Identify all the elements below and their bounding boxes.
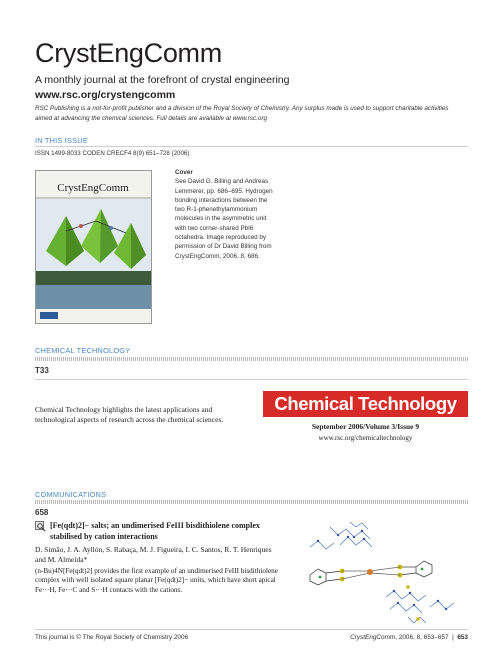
cover-label: Cover xyxy=(175,169,193,176)
chemtech-url[interactable]: www.rsc.org/chemicaltechnology xyxy=(318,434,413,442)
communications-page-ref[interactable]: 658 xyxy=(35,508,49,517)
communications-heading: COMMUNICATIONS xyxy=(35,490,107,499)
article-title[interactable]: [Fe(qdt)2]− salts; an undimerised FeIII bisdithiolene complex stabilised by cation interactions xyxy=(50,521,260,541)
chemtech-banner: Chemical Technology xyxy=(263,391,468,417)
journal-subtitle: A monthly journal at the forefront of crystal engineering xyxy=(35,74,290,86)
cover-text: See David G. Billing and Andreas Lemmerer, pp. 686–695. Hydrogen bonding interactions between the two R-1-phenethylammonium molecules in the asymmetric unit with two corner-shared PbI6 octahedra. Image reproduced by permission of Dr David Billing from CrystEngComm, 2006, 8, 686. xyxy=(175,178,273,260)
section-divider xyxy=(35,379,468,380)
article-authors: D. Simão, J. A. Ayllón, S. Rabaça, M. J. Figueira, I. C. Santos, R. T. Henriques and M. Almeida* xyxy=(35,545,272,564)
chemtech-page-ref[interactable]: T33 xyxy=(35,366,49,375)
cover-image xyxy=(35,170,152,324)
magnifier-icon[interactable] xyxy=(35,521,46,532)
chemtech-description: Chemical Technology highlights the latest applications and technological aspects of research across the chemical sciences. xyxy=(35,405,224,424)
in-this-issue-heading: IN THIS ISSUE xyxy=(35,136,88,145)
section-divider xyxy=(35,146,468,147)
footer-divider xyxy=(35,629,468,630)
footer-citation-text: , 2006, 8, 653–657 xyxy=(395,634,449,641)
journal-title: CrystEngComm xyxy=(35,38,222,68)
page-number: 653 xyxy=(457,634,468,641)
publisher-note: RSC Publishing is a not-for-profit publisher and a division of the Royal Society of Chemistry. Any surplus made is used to support charitable activities aimed at advancing the chemical sciences. Full details are available at www.rsc.org xyxy=(35,105,449,122)
footer-journal: CrystEngComm xyxy=(350,634,396,641)
section-rule xyxy=(35,357,468,361)
footer-citation: CrystEngComm, 2006, 8, 653–657 | 653 xyxy=(350,634,468,641)
chemtech-issue: September 2006/Volume 3/Issue 9 xyxy=(311,422,420,431)
molecular-structure-figure xyxy=(290,517,468,629)
article-abstract: (n-Bu)4N[Fe(qdt)2] provides the first example of an undimerised FeIII bisdithiolene complex with well isolated square planar [Fe(qdt)2]− units, which have short apical Fe···H, Fe···C and S···H contacts with the cations. xyxy=(35,567,278,594)
issue-line: ISSN 1499-8033 CODEN CRECF4 8(9) 651–728 (2006) xyxy=(35,150,190,157)
footer-copyright: This journal is © The Royal Society of Chemistry 2006 xyxy=(35,634,189,641)
cover-journal-name: CrystEngComm xyxy=(57,182,129,194)
cover-description xyxy=(175,168,275,261)
journal-url[interactable]: www.rsc.org/crystengcomm xyxy=(35,89,176,101)
section-rule xyxy=(35,500,468,504)
chemical-technology-heading: CHEMICAL TECHNOLOGY xyxy=(35,346,131,355)
